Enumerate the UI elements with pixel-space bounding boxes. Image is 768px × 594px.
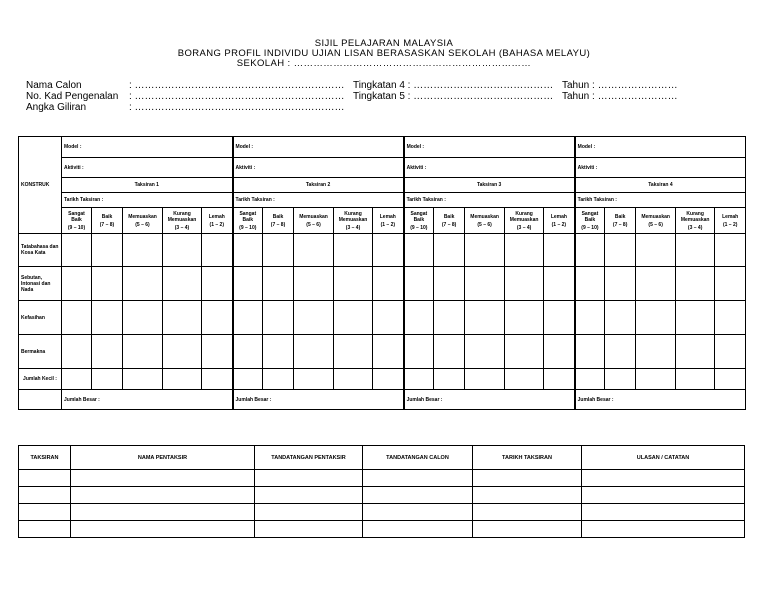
band-header bbox=[123, 208, 163, 234]
summary-cell[interactable] bbox=[19, 470, 71, 487]
nama-calon-field[interactable]: : ……………………………………………………… bbox=[129, 80, 345, 91]
summary-header: ULASAN / CATATAN bbox=[582, 446, 745, 470]
score-cell[interactable] bbox=[544, 234, 575, 267]
score-cell[interactable] bbox=[163, 234, 202, 267]
taksiran-title-1: Taksiran 1 bbox=[62, 178, 233, 193]
score-cell[interactable] bbox=[676, 267, 715, 301]
summary-cell[interactable] bbox=[19, 504, 71, 521]
summary-cell[interactable] bbox=[582, 521, 745, 538]
band-name: Sangat Baik bbox=[410, 210, 428, 223]
band-header bbox=[62, 208, 92, 234]
school-field[interactable]: SEKOLAH : ……………………………………………………………… bbox=[236, 58, 532, 69]
band-range: (3 – 4) bbox=[687, 224, 703, 231]
subtotal-cell[interactable] bbox=[202, 369, 233, 390]
band-range: (7 – 8) bbox=[441, 221, 457, 228]
score-cell[interactable] bbox=[123, 234, 163, 267]
aktiviti-field-3[interactable]: Aktiviti : bbox=[404, 158, 575, 178]
score-cell[interactable] bbox=[605, 267, 636, 301]
tarikh-taksiran-field-4[interactable]: Tarikh Taksiran : bbox=[575, 193, 746, 208]
score-cell[interactable] bbox=[92, 301, 123, 335]
band-name: Baik bbox=[272, 213, 284, 220]
band-name: Kurang Memuaskan bbox=[680, 210, 710, 223]
summary-cell[interactable] bbox=[473, 487, 582, 504]
band-range: (7 – 8) bbox=[612, 221, 628, 228]
band-name: Baik bbox=[614, 213, 626, 220]
taksiran-title-3: Taksiran 3 bbox=[404, 178, 575, 193]
subtotal-cell[interactable] bbox=[575, 369, 605, 390]
band-header bbox=[505, 208, 544, 234]
score-cell[interactable] bbox=[233, 234, 263, 267]
aktiviti-field-4[interactable]: Aktiviti : bbox=[575, 158, 746, 178]
score-cell[interactable] bbox=[202, 267, 233, 301]
score-cell[interactable] bbox=[465, 335, 505, 369]
score-cell[interactable] bbox=[202, 335, 233, 369]
score-cell[interactable] bbox=[434, 234, 465, 267]
summary-cell[interactable] bbox=[582, 470, 745, 487]
score-cell[interactable] bbox=[233, 335, 263, 369]
form-title: BORANG PROFIL INDIVIDU UJIAN LISAN BERASASKAN SEKOLAH (BAHASA MELAYU) bbox=[177, 48, 591, 59]
construct-label: Tatabahasa dan Kosa Kata bbox=[19, 234, 62, 267]
score-cell[interactable] bbox=[605, 234, 636, 267]
score-cell[interactable] bbox=[294, 301, 334, 335]
score-cell[interactable] bbox=[202, 234, 233, 267]
band-name: Lemah bbox=[722, 213, 739, 220]
score-cell[interactable] bbox=[373, 267, 404, 301]
summary-cell[interactable] bbox=[363, 487, 473, 504]
score-cell[interactable] bbox=[404, 335, 434, 369]
score-cell[interactable] bbox=[123, 301, 163, 335]
taksiran-title-2: Taksiran 2 bbox=[233, 178, 404, 193]
score-cell[interactable] bbox=[233, 267, 263, 301]
summary-table bbox=[18, 445, 745, 538]
jumlah-besar-field-2[interactable]: Jumlah Besar : bbox=[233, 390, 404, 410]
assessment-table bbox=[18, 136, 746, 410]
summary-cell[interactable] bbox=[19, 521, 71, 538]
band-range: (3 – 4) bbox=[174, 224, 190, 231]
score-cell[interactable] bbox=[636, 301, 676, 335]
score-cell[interactable] bbox=[505, 335, 544, 369]
score-cell[interactable] bbox=[263, 301, 294, 335]
subtotal-cell[interactable] bbox=[505, 369, 544, 390]
score-cell[interactable] bbox=[544, 335, 575, 369]
tahun1-field[interactable]: Tahun : …………………… bbox=[562, 80, 678, 91]
summary-header: TAKSIRAN bbox=[19, 446, 71, 470]
tingkatan5-field[interactable]: Tingkatan 5 : …………………………………… bbox=[353, 91, 554, 102]
score-cell[interactable] bbox=[373, 335, 404, 369]
tarikh-taksiran-field-1[interactable]: Tarikh Taksiran : bbox=[62, 193, 233, 208]
band-header bbox=[202, 208, 233, 234]
band-header bbox=[636, 208, 676, 234]
subtotal-cell[interactable] bbox=[434, 369, 465, 390]
score-cell[interactable] bbox=[263, 234, 294, 267]
band-header bbox=[544, 208, 575, 234]
score-cell[interactable] bbox=[92, 335, 123, 369]
score-cell[interactable] bbox=[505, 234, 544, 267]
band-range: (9 – 10) bbox=[410, 224, 428, 231]
summary-cell[interactable] bbox=[363, 521, 473, 538]
band-range: (1 – 2) bbox=[209, 221, 224, 228]
score-cell[interactable] bbox=[715, 335, 746, 369]
score-cell[interactable] bbox=[62, 335, 92, 369]
subtotal-cell[interactable] bbox=[676, 369, 715, 390]
jumlah-kecil-label: Jumlah Kecil : bbox=[19, 369, 62, 390]
band-name: Baik bbox=[443, 213, 455, 220]
summary-cell[interactable] bbox=[19, 487, 71, 504]
subtotal-cell[interactable] bbox=[404, 369, 434, 390]
score-cell[interactable] bbox=[62, 267, 92, 301]
summary-cell[interactable] bbox=[71, 504, 255, 521]
score-cell[interactable] bbox=[404, 267, 434, 301]
jumlah-besar-field-3[interactable]: Jumlah Besar : bbox=[404, 390, 575, 410]
score-cell[interactable] bbox=[294, 335, 334, 369]
score-cell[interactable] bbox=[575, 301, 605, 335]
score-cell[interactable] bbox=[334, 335, 373, 369]
summary-cell[interactable] bbox=[255, 470, 363, 487]
score-cell[interactable] bbox=[202, 301, 233, 335]
summary-cell[interactable] bbox=[71, 487, 255, 504]
score-cell[interactable] bbox=[605, 301, 636, 335]
band-range: (9 – 10) bbox=[581, 224, 599, 231]
band-range: (3 – 4) bbox=[516, 224, 532, 231]
score-cell[interactable] bbox=[465, 267, 505, 301]
subtotal-cell[interactable] bbox=[123, 369, 163, 390]
konstruk-header: KONSTRUK bbox=[19, 137, 62, 234]
subtotal-cell[interactable] bbox=[294, 369, 334, 390]
score-cell[interactable] bbox=[715, 234, 746, 267]
score-cell[interactable] bbox=[373, 301, 404, 335]
score-cell[interactable] bbox=[575, 234, 605, 267]
band-range: (9 – 10) bbox=[67, 224, 86, 231]
summary-header: TARIKH TAKSIRAN bbox=[473, 446, 582, 470]
kad-pengenalan-label: No. Kad Pengenalan bbox=[26, 91, 119, 102]
band-range: (9 – 10) bbox=[239, 224, 257, 231]
band-header bbox=[233, 208, 263, 234]
subtotal-cell[interactable] bbox=[465, 369, 505, 390]
band-range: (1 – 2) bbox=[551, 221, 567, 228]
band-header bbox=[605, 208, 636, 234]
subtotal-cell[interactable] bbox=[163, 369, 202, 390]
score-cell[interactable] bbox=[334, 234, 373, 267]
score-cell[interactable] bbox=[505, 267, 544, 301]
blank-cell bbox=[19, 390, 62, 410]
band-name: Sangat Baik bbox=[68, 210, 85, 223]
score-cell[interactable] bbox=[575, 267, 605, 301]
band-header bbox=[434, 208, 465, 234]
score-cell[interactable] bbox=[434, 267, 465, 301]
band-header bbox=[92, 208, 123, 234]
score-cell[interactable] bbox=[233, 301, 263, 335]
tahun2-field[interactable]: Tahun : …………………… bbox=[562, 91, 678, 102]
model-field-2[interactable]: Model : bbox=[233, 137, 404, 158]
score-cell[interactable] bbox=[465, 301, 505, 335]
score-cell[interactable] bbox=[404, 301, 434, 335]
subtotal-cell[interactable] bbox=[233, 369, 263, 390]
score-cell[interactable] bbox=[544, 301, 575, 335]
summary-header: NAMA PENTAKSIR bbox=[71, 446, 255, 470]
band-name: Memuaskan bbox=[641, 213, 670, 220]
band-name: Sangat Baik bbox=[239, 210, 257, 223]
summary-cell[interactable] bbox=[255, 504, 363, 521]
band-header bbox=[263, 208, 294, 234]
score-cell[interactable] bbox=[123, 335, 163, 369]
band-range: (3 – 4) bbox=[345, 224, 361, 231]
tarikh-taksiran-field-2[interactable]: Tarikh Taksiran : bbox=[233, 193, 404, 208]
summary-cell[interactable] bbox=[363, 470, 473, 487]
band-header bbox=[404, 208, 434, 234]
band-range: (7 – 8) bbox=[270, 221, 286, 228]
nama-calon-label: Nama Calon bbox=[26, 80, 82, 91]
score-cell[interactable] bbox=[715, 267, 746, 301]
band-name: Baik bbox=[101, 213, 113, 220]
band-name: Memuaskan bbox=[299, 213, 328, 220]
band-name: Kurang Memuaskan bbox=[338, 210, 368, 223]
subtotal-cell[interactable] bbox=[263, 369, 294, 390]
kad-pengenalan-field[interactable]: : ……………………………………………………… bbox=[129, 91, 345, 102]
score-cell[interactable] bbox=[715, 301, 746, 335]
subtotal-cell[interactable] bbox=[636, 369, 676, 390]
band-range: (1 – 2) bbox=[380, 221, 396, 228]
score-cell[interactable] bbox=[544, 267, 575, 301]
summary-cell[interactable] bbox=[71, 521, 255, 538]
score-cell[interactable] bbox=[62, 301, 92, 335]
summary-cell[interactable] bbox=[255, 521, 363, 538]
score-cell[interactable] bbox=[294, 234, 334, 267]
band-header bbox=[465, 208, 505, 234]
band-header bbox=[575, 208, 605, 234]
summary-cell[interactable] bbox=[582, 487, 745, 504]
tingkatan4-field[interactable]: Tingkatan 4 : …………………………………… bbox=[353, 80, 554, 91]
score-cell[interactable] bbox=[636, 335, 676, 369]
construct-label: Kefasihan bbox=[19, 301, 62, 335]
score-cell[interactable] bbox=[434, 335, 465, 369]
band-name: Kurang Memuaskan bbox=[509, 210, 539, 223]
band-name: Lemah bbox=[208, 213, 225, 220]
summary-header: TANDATANGAN PENTAKSIR bbox=[255, 446, 363, 470]
score-cell[interactable] bbox=[465, 234, 505, 267]
jumlah-besar-field-1[interactable]: Jumlah Besar : bbox=[62, 390, 233, 410]
score-cell[interactable] bbox=[676, 335, 715, 369]
score-cell[interactable] bbox=[334, 301, 373, 335]
score-cell[interactable] bbox=[605, 335, 636, 369]
band-header bbox=[294, 208, 334, 234]
construct-label: Sebutan, Intonasi dan Nada bbox=[19, 267, 62, 301]
score-cell[interactable] bbox=[636, 234, 676, 267]
score-cell[interactable] bbox=[373, 234, 404, 267]
band-header bbox=[163, 208, 202, 234]
band-header bbox=[334, 208, 373, 234]
subtotal-cell[interactable] bbox=[334, 369, 373, 390]
summary-cell[interactable] bbox=[363, 504, 473, 521]
score-cell[interactable] bbox=[575, 335, 605, 369]
subtotal-cell[interactable] bbox=[605, 369, 636, 390]
band-name: Memuaskan bbox=[128, 213, 157, 220]
band-header bbox=[373, 208, 404, 234]
score-cell[interactable] bbox=[163, 335, 202, 369]
aktiviti-field-2[interactable]: Aktiviti : bbox=[233, 158, 404, 178]
jumlah-besar-field-4[interactable]: Jumlah Besar : bbox=[575, 390, 746, 410]
score-cell[interactable] bbox=[263, 335, 294, 369]
summary-cell[interactable] bbox=[71, 470, 255, 487]
score-cell[interactable] bbox=[92, 234, 123, 267]
summary-cell[interactable] bbox=[473, 470, 582, 487]
summary-header: TANDATANGAN CALON bbox=[363, 446, 473, 470]
model-field-3[interactable]: Model : bbox=[404, 137, 575, 158]
taksiran-title-4: Taksiran 4 bbox=[575, 178, 746, 193]
score-cell[interactable] bbox=[505, 301, 544, 335]
band-range: (5 – 6) bbox=[135, 221, 150, 228]
angka-giliran-field[interactable]: : ……………………………………………………… bbox=[129, 102, 345, 113]
summary-cell[interactable] bbox=[473, 521, 582, 538]
summary-cell[interactable] bbox=[255, 487, 363, 504]
score-cell[interactable] bbox=[123, 267, 163, 301]
subtotal-cell[interactable] bbox=[373, 369, 404, 390]
score-cell[interactable] bbox=[404, 234, 434, 267]
certificate-title: SIJIL PELAJARAN MALAYSIA bbox=[314, 38, 454, 49]
subtotal-cell[interactable] bbox=[62, 369, 92, 390]
band-range: (5 – 6) bbox=[477, 221, 492, 228]
subtotal-cell[interactable] bbox=[92, 369, 123, 390]
score-cell[interactable] bbox=[62, 234, 92, 267]
score-cell[interactable] bbox=[294, 267, 334, 301]
score-cell[interactable] bbox=[636, 267, 676, 301]
model-field-4[interactable]: Model : bbox=[575, 137, 746, 158]
score-cell[interactable] bbox=[334, 267, 373, 301]
band-range: (5 – 6) bbox=[648, 221, 663, 228]
band-header bbox=[676, 208, 715, 234]
model-field-1[interactable]: Model : bbox=[62, 137, 233, 158]
aktiviti-field-1[interactable]: Aktiviti : bbox=[62, 158, 233, 178]
score-cell[interactable] bbox=[163, 267, 202, 301]
band-header bbox=[715, 208, 746, 234]
score-cell[interactable] bbox=[163, 301, 202, 335]
summary-cell[interactable] bbox=[582, 504, 745, 521]
band-name: Kurang Memuaskan bbox=[167, 210, 197, 223]
band-name: Memuaskan bbox=[470, 213, 499, 220]
score-cell[interactable] bbox=[434, 301, 465, 335]
construct-label: Bermakna bbox=[19, 335, 62, 369]
score-cell[interactable] bbox=[676, 301, 715, 335]
subtotal-cell[interactable] bbox=[715, 369, 746, 390]
score-cell[interactable] bbox=[92, 267, 123, 301]
band-name: Sangat Baik bbox=[581, 210, 599, 223]
band-range: (1 – 2) bbox=[722, 221, 738, 228]
band-name: Lemah bbox=[550, 213, 567, 220]
tarikh-taksiran-field-3[interactable]: Tarikh Taksiran : bbox=[404, 193, 575, 208]
band-name: Lemah bbox=[379, 213, 396, 220]
band-range: (7 – 8) bbox=[99, 221, 115, 228]
score-cell[interactable] bbox=[263, 267, 294, 301]
angka-giliran-label: Angka Giliran bbox=[26, 102, 87, 113]
band-range: (5 – 6) bbox=[306, 221, 321, 228]
summary-cell[interactable] bbox=[473, 504, 582, 521]
subtotal-cell[interactable] bbox=[544, 369, 575, 390]
score-cell[interactable] bbox=[676, 234, 715, 267]
